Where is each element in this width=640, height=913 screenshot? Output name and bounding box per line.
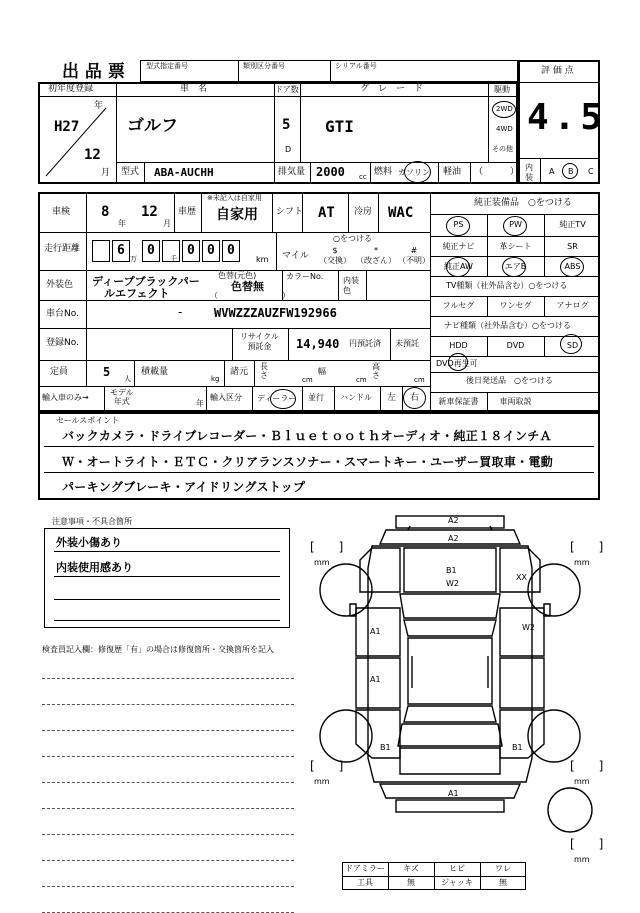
color-value-line2: ルエフェクト [104,287,170,300]
tire-bracket: [ ] [570,837,604,851]
first-reg-label: 初年度登録 [48,84,94,94]
tire-mm-unit: mm [574,777,590,786]
import-dealer-circle [270,389,296,409]
grade-value: GTI [325,117,354,136]
car-name: ゴルフ [127,116,178,136]
color-paren: （ ） [210,291,290,300]
id-numbers-box [140,60,518,82]
mileage-label: 走行距離 [44,244,81,254]
fuel-gasoline-circle [404,161,431,183]
history-label: 車歴 [178,207,197,217]
inspector-line [42,704,294,705]
displacement-value: 2000 [316,165,345,179]
height-cm: cm [414,376,425,384]
damage-mark: B1 [512,743,523,752]
recycle-deposit: 円預託済 [349,339,381,348]
tire-mm-unit: mm [314,777,330,786]
damage-mark: A1 [370,675,381,684]
footer-cell: ジャッキ [441,878,473,887]
model-year-label: モデル 年式 [110,388,134,407]
load-label: 積載量 [141,367,169,377]
damage-mark: W2 [446,579,459,588]
interior-c: C [588,167,594,176]
color-value-line1: ディープブラックパー [92,275,200,288]
mileage-km-unit: km [256,255,269,264]
interior-b-circle [562,163,578,179]
damage-mark: B1 [380,743,391,752]
rating-label: 評 価 点 [541,66,574,76]
mileage-digit: 6 [117,243,125,258]
recycle-label: リサイクル 預託金 [240,332,279,351]
mileage-man-unit: 万 [130,255,137,263]
inspector-label: 検査員記入欄：修復歴「有」の場合は修復箇所・交換箇所を記入 [42,645,274,654]
interior-a: A [549,167,555,176]
color-no-label: カラーNo. [286,272,324,281]
import-parallel: 並行 [308,393,324,402]
ac-label: 冷房 [354,207,373,217]
damage-mark: W2 [522,623,535,632]
inspector-line [42,782,294,783]
footer-cell: 無 [499,878,507,887]
capacity-label: 定員 [50,367,69,377]
inspector-line [42,730,294,731]
sales-label: セールスポイント [56,416,120,425]
fuel-label: 燃料 [374,167,393,177]
form-title: 出 品 票 [62,62,125,82]
equip-rule [430,214,600,215]
capacity-unit: 人 [124,375,131,383]
mileage-digit-box [92,240,110,262]
damage-mark: A1 [370,627,381,636]
mileage-digit: 0 [187,243,195,258]
equip-rule [430,316,600,317]
equip-row3-item: 純正AW [444,262,473,271]
equip-circle [560,257,584,277]
import-class-label: 輸入区分 [210,393,242,402]
tv-type-label: TV種類（社外品含む）○をつける [446,281,568,290]
damage-mark: A2 [448,534,459,543]
dims-label: 諸元 [230,367,249,377]
inspector-line [42,860,294,861]
class-label: 類別区分番号 [243,62,285,70]
footer-cell: 無 [407,878,415,887]
load-kg: kg [211,375,220,383]
mileage-sen-unit: 千 [170,255,177,263]
inspector-line [42,886,294,887]
exchange-label: $ （交換） [319,246,351,265]
capacity-value: 5 [103,365,111,379]
serial-label: シリアル番号 [335,62,377,70]
dvd-play-circle [448,353,468,371]
first-reg-era: H27 [54,119,80,135]
cc-unit: cc [359,173,367,181]
drive-2wd-circle [492,101,516,118]
first-reg-divider [40,100,116,180]
equip-circle [502,257,526,277]
import-dealer: ディーラー [257,394,297,403]
tire-mm-unit: mm [574,558,590,567]
mileage-digit: 0 [227,243,235,258]
nav-type-item: DVD [506,341,525,350]
tire-bracket: [ ] [310,759,344,773]
inspection-year-unit: 年 [118,219,126,228]
equip-standard-label: 純正装備品 ○をつける [474,198,572,208]
handle-right: 右 [410,393,420,403]
drive-2wd: 2WD [496,105,513,113]
drive-label: 駆動 [494,85,510,94]
inspector-line [42,678,294,679]
note-line-1: 外装小傷あり [56,536,122,549]
year-label: 年 [94,101,104,111]
equip-row1-item: 純正TV [559,220,586,229]
equip-rule [430,296,600,297]
equip-circle [503,216,527,236]
equip-circle [446,216,470,236]
equip-row1-item: PS [453,220,464,229]
mileage-circle-note: ○をつける [333,234,372,243]
recycle-none: 未預託 [395,339,419,348]
drive-4wd: 4WD [496,125,513,133]
tire-mm-unit: mm [574,855,590,864]
sales-line-1: バックカメラ・ドライブレコーダー・Ｂｌｕｅｔｏｏｔｈオーディオ・純正１８インチＡ [62,429,552,443]
fuel-gasoline: ガソリン [398,168,430,177]
dvd-play: DVD再生可 [436,359,478,368]
notes-label: 注意事項・不具合箇所 [52,517,132,526]
tire-bracket: [ ] [570,759,604,773]
note-line-2: 内装使用感あり [56,561,133,574]
interior-label: 内 装 [525,163,533,182]
displacement-label: 排気量 [278,167,306,177]
inspector-line [42,756,294,757]
shift-value: AT [318,205,335,221]
height-label: 高 さ [372,362,380,380]
modified-label: * （改ざん） [356,246,396,265]
first-reg-month: 12 [84,147,101,163]
sales-line-2: Ｗ・オートライト・ＥＴＣ・クリアランスソナー・スマートキー・ユーザー買取車・電動 [62,455,554,469]
reg-label: 登録No. [46,338,79,348]
import-label: 輸入車のみ→ [42,393,89,402]
model-spec-label: 型式指定番号 [146,62,188,70]
handle-left: 左 [387,393,397,403]
equip-row2-item: 革シート [499,242,532,251]
damage-mark: A1 [448,789,459,798]
width-label: 幅 [318,367,326,376]
sales-line-3: パーキングブレーキ・アイドリングストップ [62,480,306,494]
handle-label: ハンドル [340,393,372,402]
rating-score: 4.5 [527,97,608,138]
damage-mark: XX [516,573,527,582]
color-change-value: 色替無 [231,280,264,293]
color-label: 外装色 [46,280,74,290]
ac-value: WAC [388,205,414,221]
inspector-line [42,808,294,809]
footer-header: ヒビ [449,864,465,873]
model-code: ABA-AUCHH [154,166,214,179]
equip-row3-item: ABS [564,262,581,271]
inspection-month: 12 [141,204,158,220]
drive-other: その他 [492,145,513,153]
color-change-label: 色替(元色) [218,271,257,280]
vin-label: 車台No. [46,309,79,319]
history-value: 自家用 [216,207,258,223]
fuel-light: 軽油 [443,167,462,177]
grade-label: グ レ ー ド [360,84,424,94]
tv-type-item: ワンセグ [499,301,532,310]
vin-dash: - [178,305,183,319]
door-unit: D [285,145,292,154]
inspection-label: 車検 [52,207,71,217]
inspection-month-unit: 月 [163,219,171,228]
tv-type-item: アナログ [556,301,589,310]
mileage-digit: 0 [207,243,215,258]
footer-header: ワレ [495,864,511,873]
damage-mark: A2 [448,516,459,525]
model-label: 型式 [121,167,140,177]
footer-header: キズ [403,864,419,873]
handle-right-circle [403,387,426,409]
interior-color-label: 内装 色 [343,276,359,295]
nav-type-item: SD [566,341,579,350]
inspection-year: 8 [101,204,110,220]
equip-circle [446,257,470,277]
car-name-label: 車 名 [180,84,208,94]
equip-rule [430,392,600,393]
fuel-other: （ ） [474,167,520,177]
mileage-digit: 0 [147,243,155,258]
later-item: 車両取説 [499,397,532,406]
equip-row2-item: 純正ナビ [442,242,475,251]
tire-bracket: [ ] [310,540,344,554]
tire-bracket: [ ] [570,540,604,554]
later-item: 新車保証書 [438,397,479,406]
tv-type-item: フルセグ [442,301,475,310]
width-cm: cm [356,376,367,384]
equip-rule [430,236,600,237]
footer-cell: 工具 [357,878,373,887]
damage-mark: B1 [446,566,457,575]
nav-type-label: ナビ種類（社外品含む）○をつける [444,321,571,330]
later-label: 後日発送品 ○をつける [466,376,553,385]
equip-rule [430,372,600,373]
vin-value: WVWZZZAUZFW192966 [214,306,337,320]
tire-mm-unit: mm [314,558,330,567]
doors-label: ドア数 [275,85,299,94]
equip-row3-item: エアB [504,262,527,271]
shift-label: シフト [276,207,304,217]
month-label: 月 [101,168,111,178]
recycle-amount: 14,940 [296,337,340,351]
length-label: 長 さ [260,362,268,380]
history-note: ※未記入は自家用 [207,194,262,202]
model-year-unit: 年 [196,399,204,408]
unknown-label: # （不明） [398,246,430,265]
nav-sd-circle [560,334,582,354]
footer-header: ドアミラー [345,864,385,873]
interior-b: B [568,167,574,176]
nav-type-item: HDD [449,341,468,350]
equip-row2-item: SR [567,242,578,251]
inspector-line [42,834,294,835]
doors-value: 5 [282,117,291,133]
length-cm: cm [302,376,313,384]
mile-label: マイル [282,251,309,261]
equip-row1-item: PW [509,220,522,229]
